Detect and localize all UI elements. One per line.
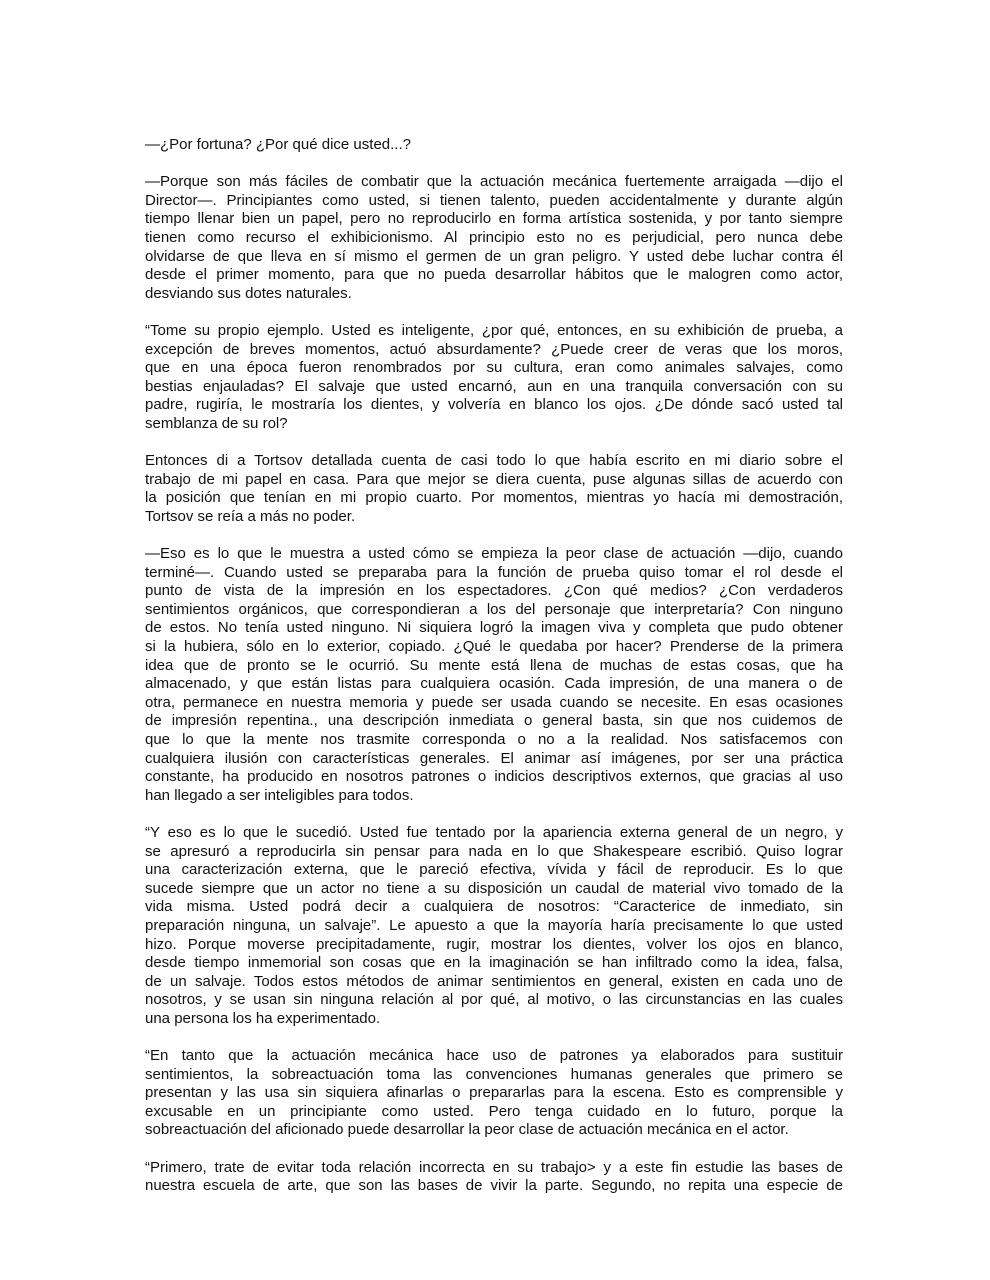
text-line: nuestra escuela de arte, que son las bases de vivir la parte. Segundo, no repita una especie de (145, 1177, 843, 1195)
text-line: Director—. Principiantes como usted, si tienen talento, pueden accidentalmente y durante algún (145, 191, 843, 209)
text-line: otra, permanece en nuestra memoria y puede ser usada cuando se necesite. En esas ocasiones (145, 693, 843, 711)
text-line: —Porque son más fáciles de combatir que la actuación mecánica fuertemente arraigada —dijo el (145, 173, 843, 191)
text-line: idea que de pronto se le ocurrió. Su mente está llena de muchas de estas cosas, que ha (145, 656, 843, 674)
text-line: sentimientos, la sobreactuación toma las convenciones humanas generales que primero se (145, 1065, 843, 1083)
text-line: terminé—. Cuando usted se preparaba para la función de prueba quiso tomar el rol desde el (145, 563, 843, 581)
paragraph (145, 824, 843, 1029)
text-line: —Eso es lo que le muestra a usted cómo se empieza la peor clase de actuación —dijo, cuando (145, 545, 843, 563)
text-line: de estos. No tenía usted ninguno. Ni siquiera logró la imagen viva y completa que pudo obtener (145, 619, 843, 637)
text-line: desde el primer momento, para que no pueda desarrollar hábitos que le malogren como actor, (145, 266, 843, 284)
text-line: de impresión repentina., una descripción inmediata o general basta, sin que nos cuidemos de (145, 712, 843, 730)
text-line: bestias enjauladas? El salvaje que usted encarnó, aun en una tranquila conversación con su (145, 377, 843, 395)
paragraph (145, 322, 843, 434)
text-line: una persona los ha experimentado. (145, 1009, 381, 1027)
text-line: han llegado a ser inteligibles para todos. (145, 786, 414, 804)
text-line: que en una época fueron renombrados por su cultura, eran como animales salvajes, como (145, 359, 843, 377)
paragraph (145, 1159, 843, 1196)
text-line: presentan y las usa sin siquiera afinarlas o prepararlas para la escena. Esto es comprensible y (145, 1084, 843, 1102)
text-line: “Tome su propio ejemplo. Usted es inteligente, ¿por qué, entonces, en su exhibición de prueba, a (145, 321, 843, 339)
text-line: excepción de breves momentos, actuó absurdamente? ¿Puede creer de veras que los moros, (145, 340, 843, 358)
text-line: olvidarse de que lleva en sí mismo el germen de un gran peligro. Y usted debe luchar contra él (145, 247, 843, 265)
text-line: “Primero, trate de evitar toda relación incorrecta en su trabajo> y a este fin estudie las bases de (145, 1158, 843, 1176)
text-line: tiempo llenar bien un papel, pero no reproducirlo en forma artística sostenida, y por tanto siempre (145, 210, 843, 228)
text-line: la posición que tenían en mi propio cuarto. Por momentos, mientras yo hacía mi demostración, (145, 489, 843, 507)
text-line: se apresuró a reproducirla sin pensar para nada en lo que Shakespeare escribió. Quiso lograr (145, 842, 843, 860)
paragraph (145, 452, 843, 526)
text-line: una caracterización externa, que le pareció efectiva, vívida y fácil de reproducir. Es lo que (145, 861, 843, 879)
paragraph (145, 545, 843, 805)
text-line: excusable en un principiante como usted. Pero tenga cuidado en lo futuro, porque la (145, 1102, 843, 1120)
text-line: almacenado, y que están listas para cualquiera ocasión. Cada impresión, de una manera o de (145, 675, 843, 693)
text-line: preparación ninguna, un salvaje”. Le apuesto a que la mayoría haría precisamente lo que usted (145, 916, 843, 934)
paragraph (145, 136, 843, 155)
text-line: “En tanto que la actuación mecánica hace uso de patrones ya elaborados para sustituir (145, 1047, 843, 1065)
paragraph (145, 1047, 843, 1140)
text-line: cualquiera ilusión con características generales. El animar así imágenes, por ser una práctica (145, 749, 843, 767)
paragraph (145, 173, 843, 303)
text-line: desviando sus dotes naturales. (145, 284, 352, 302)
text-line: Tortsov se reía a más no poder. (145, 507, 356, 525)
text-line: sobreactuación del aficionado puede desarrollar la peor clase de actuación mecánica en el actor. (145, 1121, 789, 1139)
text-line: hizo. Porque moverse precipitadamente, rugir, mostrar los dientes, volver los ojos en blanco, (145, 935, 843, 953)
text-line: tienen como recurso el exhibicionismo. Al principio esto no es perjudicial, pero nunca debe (145, 228, 843, 246)
text-line: constante, ha producido en nosotros patrones o indicios descriptivos externos, que gracias al uso (145, 768, 843, 786)
text-line: semblanza de su rol? (145, 414, 288, 432)
text-line: desde tiempo inmemorial son cosas que en la imaginación se han infiltrado como la idea, falsa, (145, 954, 843, 972)
text-line: —¿Por fortuna? ¿Por qué dice usted...? (145, 136, 411, 153)
document-page (145, 136, 843, 1214)
text-line: sentimientos orgánicos, que correspondieran a los del personaje que interpretaría? Con ninguno (145, 600, 843, 618)
text-line: vida misma. Usted podrá decir a cualquiera de nosotros: “Caracterice de inmediato, sin (145, 898, 843, 916)
text-line: “Y eso es lo que le sucedió. Usted fue tentado por la apariencia externa general de un negro, y (145, 823, 843, 841)
text-line: trabajo de mi papel en casa. Para que mejor se diera cuenta, puse algunas sillas de acuerdo con (145, 470, 843, 488)
text-line: de un salvaje. Todos estos métodos de animar sentimientos en general, existen en cada uno de (145, 972, 843, 990)
text-line: si la hubiera, sólo en lo exterior, copiado. ¿Qué le quedaba por hacer? Prenderse de la primera (145, 638, 843, 656)
text-line: Entonces di a Tortsov detallada cuenta de casi todo lo que había escrito en mi diario sobre el (145, 452, 843, 470)
text-line: padre, rugiría, le mostraría los dientes, y volvería en blanco los ojos. ¿De dónde sacó usted tal (145, 396, 843, 414)
text-line: nosotros, y se usan sin ninguna relación al por qué, al motivo, o las circunstancias en las cuales (145, 991, 843, 1009)
text-line: punto de vista de la impresión en los espectadores. ¿Con qué medios? ¿Con verdaderos (145, 582, 843, 600)
text-line: que lo que la mente nos trasmite corresponda o no a la realidad. Nos satisfacemos con (145, 731, 843, 748)
text-line: sucede siempre que un actor no tiene a su disposición un caudal de material vivo tomado de la (145, 879, 843, 897)
